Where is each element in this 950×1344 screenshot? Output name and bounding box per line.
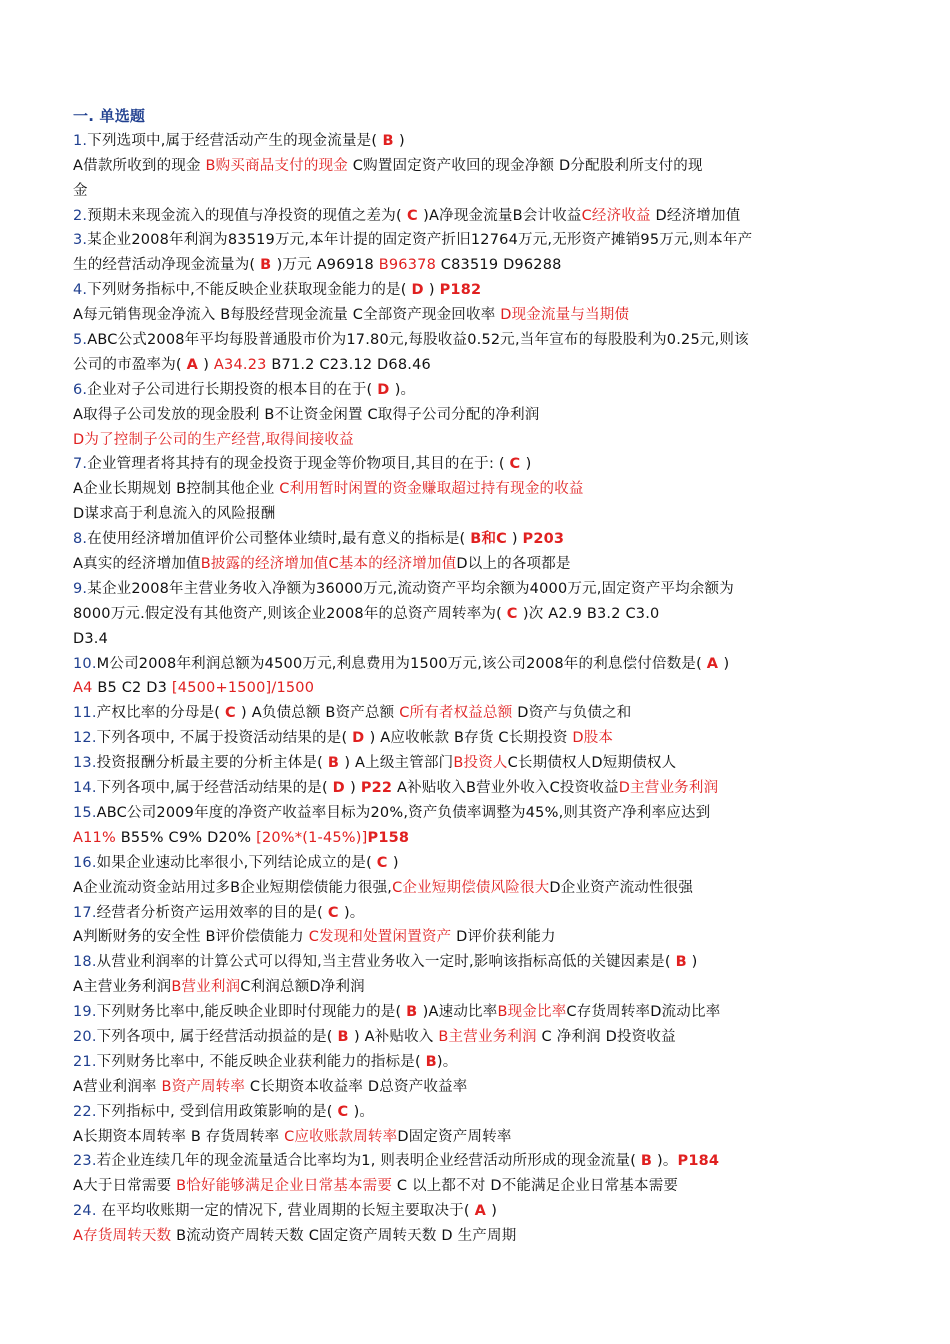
answer-text: B xyxy=(425,1053,437,1070)
answer-text: B资产周转率 xyxy=(161,1078,246,1095)
text-segment: A企业长期规划 B控制其他企业 xyxy=(73,481,280,498)
text-segment: )A净现金流量B会计收益 xyxy=(423,207,582,224)
text-segment: A营业利润率 xyxy=(73,1078,162,1095)
text-segment: A真实的经济增加值 xyxy=(73,556,201,573)
text-segment: 11. xyxy=(73,705,97,722)
answer-text: P184 xyxy=(677,1153,720,1170)
text-segment: B流动资产周转天数 C固定资产周转天数 D 生产周期 xyxy=(171,1228,517,1245)
text-segment: 12. xyxy=(73,730,97,747)
text-segment: D3.4 xyxy=(73,630,109,647)
answer-text: B xyxy=(675,954,687,971)
question-line xyxy=(73,950,863,975)
question-line xyxy=(73,477,863,502)
text-segment: 在平均收账期一定的情况下, 营业周期的长短主要取决于( xyxy=(96,1203,475,1220)
question-line xyxy=(73,353,863,378)
answer-text: C所有者权益总额 xyxy=(399,705,513,722)
answer-text: B xyxy=(327,755,345,772)
question-line xyxy=(73,378,863,403)
text-segment: 若企业连续几年的现金流量适合比率均为1, 则表明企业经营活动所形成的现金流量( xyxy=(96,1153,641,1170)
question-line xyxy=(73,253,863,278)
document-body xyxy=(73,104,863,1249)
answer-text: C利用暂时闲置的资金赚取超过持有现金的收益 xyxy=(279,481,584,498)
question-line xyxy=(73,452,863,477)
question-line xyxy=(73,1199,863,1224)
text-segment: 企业对子公司进行长期投资的根本目的在于( xyxy=(87,381,378,398)
answer-text: B xyxy=(377,132,399,149)
text-segment: 15. xyxy=(73,804,97,821)
question-line xyxy=(73,801,863,826)
answer-text: P22 xyxy=(360,780,393,797)
question-line xyxy=(73,1100,863,1125)
text-segment: 产权比率的分母是( xyxy=(96,705,225,722)
question-line xyxy=(73,876,863,901)
answer-text: D主营业务利润 xyxy=(618,780,719,797)
answer-text: A xyxy=(186,356,204,373)
answer-text: D现金流量与当期债 xyxy=(500,307,630,324)
answer-text: B投资人 xyxy=(453,755,508,772)
section-heading xyxy=(73,104,863,129)
text-segment: A判断财务的安全性 B评价偿债能力 xyxy=(73,929,309,946)
question-line xyxy=(73,502,863,527)
text-segment: D固定资产周转率 xyxy=(397,1128,512,1145)
question-line xyxy=(73,602,863,627)
text-segment: 7. xyxy=(73,456,88,473)
text-segment: 14. xyxy=(73,780,97,797)
text-segment: C 以上都不对 D不能满足企业日常基本需要 xyxy=(392,1178,679,1195)
text-segment: 公司的市盈率为( xyxy=(73,356,187,373)
answer-text: D股本 xyxy=(572,730,614,747)
question-line xyxy=(73,701,863,726)
text-segment: C83519 D96288 xyxy=(436,257,562,274)
text-segment: 下列选项中,属于经营活动产生的现金流量是( xyxy=(87,132,378,149)
text-segment: ) xyxy=(525,456,532,473)
question-line xyxy=(73,901,863,926)
text-segment: ) A应收帐款 B存货 C长期投资 xyxy=(369,730,573,747)
answer-text: B xyxy=(337,1028,354,1045)
text-segment: C长期债权人D短期债权人 xyxy=(507,755,677,772)
question-line xyxy=(73,228,863,253)
question-line xyxy=(73,776,863,801)
answer-text: C xyxy=(401,207,424,224)
text-segment: 23. xyxy=(73,1153,97,1170)
question-line xyxy=(73,154,863,179)
text-segment: ) xyxy=(428,282,440,299)
answer-text: B现金比率 xyxy=(497,1004,567,1021)
text-segment: 从营业利润率的计算公式可以得知,当主营业务收入一定时,影响该指标高低的关键因素是( xyxy=(96,954,676,971)
text-segment: ) xyxy=(203,356,214,373)
answer-text: C企业短期偿债风险很大 xyxy=(392,879,550,896)
answer-text: C发现和处置闲置资产 xyxy=(308,929,452,946)
text-segment: 下列指标中, 受到信用政策影响的是( xyxy=(96,1103,338,1120)
text-segment: A大于日常需要 xyxy=(73,1178,177,1195)
text-segment: B5 C2 D3 xyxy=(92,680,172,697)
answer-text: B主营业务利润 xyxy=(438,1028,537,1045)
text-segment: A主营业务利润 xyxy=(73,979,172,996)
text-segment: ) A上级主管部门 xyxy=(344,755,454,772)
text-segment: A取得子公司发放的现金股利 B不让资金闲置 C取得子公司分配的净利润 xyxy=(73,406,540,423)
text-segment: 19. xyxy=(73,1004,97,1021)
text-segment: )。 xyxy=(353,1103,375,1120)
question-line xyxy=(73,925,863,950)
question-line xyxy=(73,278,863,303)
text-segment: 某企业2008年利润为83519万元,本年计提的固定资产折旧12764万元,无形资产摊销95万元,则本年产 xyxy=(87,232,753,249)
text-segment: ) xyxy=(491,1203,498,1220)
answer-text: C xyxy=(224,705,242,722)
answer-text: C xyxy=(327,904,344,921)
answer-text: B购买商品支付的现金 xyxy=(205,157,348,174)
text-segment: 4. xyxy=(73,282,88,299)
text-segment: 8. xyxy=(73,531,88,548)
question-line xyxy=(73,627,863,652)
answer-text: A34.23 xyxy=(213,356,267,373)
text-segment: A长期资本周转率 B 存货周转率 xyxy=(73,1128,285,1145)
answer-text: B披露的经济增加值C基本的经济增加值 xyxy=(200,556,457,573)
question-line xyxy=(73,179,863,204)
answer-text: A xyxy=(706,655,724,672)
question-line xyxy=(73,1174,863,1199)
question-line xyxy=(73,1050,863,1075)
text-segment: 3. xyxy=(73,232,88,249)
question-line xyxy=(73,1025,863,1050)
text-segment: ) xyxy=(507,531,523,548)
text-segment: D资产与负债之和 xyxy=(512,705,632,722)
answer-text: B恰好能够满足企业日常基本需要 xyxy=(176,1178,393,1195)
text-segment: D经济增加值 xyxy=(650,207,741,224)
text-segment: 17. xyxy=(73,904,97,921)
text-segment: A每元销售现金净流入 B每股经营现金流量 C全部资产现金回收率 xyxy=(73,307,501,324)
text-segment: 生的经营活动净现金流量为( xyxy=(73,257,261,274)
answer-text: C xyxy=(337,1103,354,1120)
text-segment: 10. xyxy=(73,655,97,672)
text-segment: ABC公式2008年平均每股普通股市价为17.80元,每股收益0.52元,当年宣布的每股股利为0.25元,则该 xyxy=(87,332,749,349)
text-segment: ABC公司2009年度的净资产收益率目标为20%,资产负债率调整为45%,则其资产净利率应达到 xyxy=(96,804,711,821)
answer-text: [20%*(1-45%)] xyxy=(256,829,368,846)
answer-text: A4 xyxy=(73,680,93,697)
question-line xyxy=(73,527,863,552)
text-segment: )。 xyxy=(394,381,416,398)
answer-text: P182 xyxy=(439,282,482,299)
text-segment: D以上的各项都是 xyxy=(456,556,571,573)
question-line xyxy=(73,328,863,353)
answer-text: D xyxy=(352,730,370,747)
question-line xyxy=(73,851,863,876)
text-segment: )。 xyxy=(436,1053,458,1070)
answer-text: C经济收益 xyxy=(581,207,651,224)
text-segment: 下列财务指标中,不能反映企业获取现金能力的是( xyxy=(87,282,412,299)
question-line xyxy=(73,1000,863,1025)
text-segment: 如果企业速动比率很小,下列结论成立的是( xyxy=(96,854,377,871)
question-line xyxy=(73,975,863,1000)
text-segment: 24. xyxy=(73,1203,97,1220)
question-line xyxy=(73,751,863,776)
question-line xyxy=(73,303,863,328)
answer-text: B和C xyxy=(470,531,508,548)
question-line xyxy=(73,652,863,677)
answer-text: A xyxy=(474,1203,492,1220)
text-segment: ) A补贴收入 xyxy=(353,1028,439,1045)
answer-text: B xyxy=(260,257,277,274)
text-segment: ) xyxy=(723,655,730,672)
answer-text: A11% xyxy=(73,829,116,846)
text-segment: C购置固定资产收回的现金净额 D分配股利所支付的现 xyxy=(347,157,703,174)
question-line xyxy=(73,1125,863,1150)
answer-text: B营业利润 xyxy=(171,979,241,996)
text-segment: )。 xyxy=(343,904,365,921)
text-segment: A补贴收入B营业外收入C投资收益 xyxy=(392,780,619,797)
text-segment: B71.2 C23.12 D68.46 xyxy=(266,356,431,373)
answer-text: C xyxy=(376,854,393,871)
text-segment: 5. xyxy=(73,332,88,349)
question-line xyxy=(73,403,863,428)
text-segment: ) A负债总额 B资产总额 xyxy=(241,705,400,722)
text-segment: 16. xyxy=(73,854,97,871)
question-line xyxy=(73,552,863,577)
text-segment: 20. xyxy=(73,1028,97,1045)
text-segment: 企业管理者将其持有的现金投资于现金等价物项目,其目的在于: ( xyxy=(87,456,510,473)
text-segment: 金 xyxy=(73,182,88,199)
text-segment: 13. xyxy=(73,755,97,772)
question-line xyxy=(73,1075,863,1100)
text-segment: C利润总额D净利润 xyxy=(240,979,365,996)
question-line xyxy=(73,826,863,851)
text-segment: )万元 A96918 xyxy=(276,257,379,274)
answer-text: C xyxy=(506,605,523,622)
text-segment: 21. xyxy=(73,1053,97,1070)
answer-text: P203 xyxy=(522,531,565,548)
question-line xyxy=(73,726,863,751)
answer-text: D xyxy=(377,381,395,398)
question-line xyxy=(73,129,863,154)
text-segment: 下列各项中,属于经营活动结果的是( xyxy=(96,780,333,797)
question-line xyxy=(73,577,863,602)
answer-text: D xyxy=(411,282,429,299)
answer-text: B xyxy=(640,1153,653,1170)
text-segment: ) xyxy=(350,780,361,797)
text-segment: M公司2008年利润总额为4500万元,利息费用为1500万元,该公司2008年的利息偿付倍数是( xyxy=(96,655,707,672)
text-segment: 下列各项中, 属于经营活动损益的是( xyxy=(96,1028,338,1045)
text-segment: C存货周转率D流动比率 xyxy=(566,1004,721,1021)
text-segment: 2. xyxy=(73,207,88,224)
text-segment: 8000万元.假定没有其他资产,则该企业2008年的总资产周转率为( xyxy=(73,605,507,622)
text-segment: A借款所收到的现金 xyxy=(73,157,206,174)
answer-text: D xyxy=(332,780,351,797)
answer-text: C应收账款周转率 xyxy=(284,1128,398,1145)
text-segment: )A速动比率 xyxy=(422,1004,498,1021)
text-segment: 9. xyxy=(73,580,88,597)
text-segment: 下列财务比率中, 不能反映企业获利能力的指标是( xyxy=(96,1053,426,1070)
question-line xyxy=(73,1224,863,1249)
answer-text: P158 xyxy=(367,829,410,846)
text-segment: 下列财务比率中,能反映企业即时付现能力的是( xyxy=(96,1004,407,1021)
text-segment: 投资报酬分析最主要的分析主体是( xyxy=(96,755,328,772)
text-segment: D企业资产流动性很强 xyxy=(549,879,694,896)
text-segment: )。 xyxy=(652,1153,678,1170)
text-segment: B55% C9% D20% xyxy=(115,829,257,846)
text-segment: 经营者分析资产运用效率的目的是( xyxy=(96,904,328,921)
text-segment: ) xyxy=(398,132,405,149)
text-segment: D谋求高于利息流入的风险报酬 xyxy=(73,506,276,523)
answer-text: A存货周转天数 xyxy=(73,1228,172,1245)
question-line xyxy=(73,204,863,229)
text-segment: )次 A2.9 B3.2 C3.0 xyxy=(522,605,660,622)
text-segment: 6. xyxy=(73,381,88,398)
text-segment: 22. xyxy=(73,1103,97,1120)
question-line xyxy=(73,676,863,701)
text-segment: C 净利润 D投资收益 xyxy=(536,1028,676,1045)
answer-text: D为了控制子公司的生产经营,取得间接收益 xyxy=(73,431,354,448)
question-line xyxy=(73,428,863,453)
text-segment: 某企业2008年主营业务收入净额为36000万元,流动资产平均余额为4000万元,固定资产平均余额为 xyxy=(87,580,734,597)
text-segment: ) xyxy=(392,854,399,871)
text-segment: ) xyxy=(686,954,698,971)
text-segment: D评价获利能力 xyxy=(451,929,556,946)
text-segment: A企业流动资金站用过多B企业短期偿债能力很强, xyxy=(73,879,393,896)
text-segment: 在使用经济增加值评价公司整体业绩时,最有意义的指标是( xyxy=(87,531,471,548)
answer-text: C xyxy=(509,456,526,473)
question-line xyxy=(73,1149,863,1174)
text-segment: 1. xyxy=(73,132,88,149)
answer-text: B xyxy=(406,1004,423,1021)
text-segment: 预期未来现金流入的现值与净投资的现值之差为( xyxy=(87,207,402,224)
answer-text: [4500+1500]/1500 xyxy=(171,680,315,697)
text-segment: 下列各项中, 不属于投资活动结果的是( xyxy=(96,730,353,747)
answer-text: B96378 xyxy=(378,257,436,274)
text-segment: 一. 单选题 xyxy=(73,107,146,125)
text-segment: 18. xyxy=(73,954,97,971)
text-segment: C长期资本收益率 D总资产收益率 xyxy=(245,1078,468,1095)
